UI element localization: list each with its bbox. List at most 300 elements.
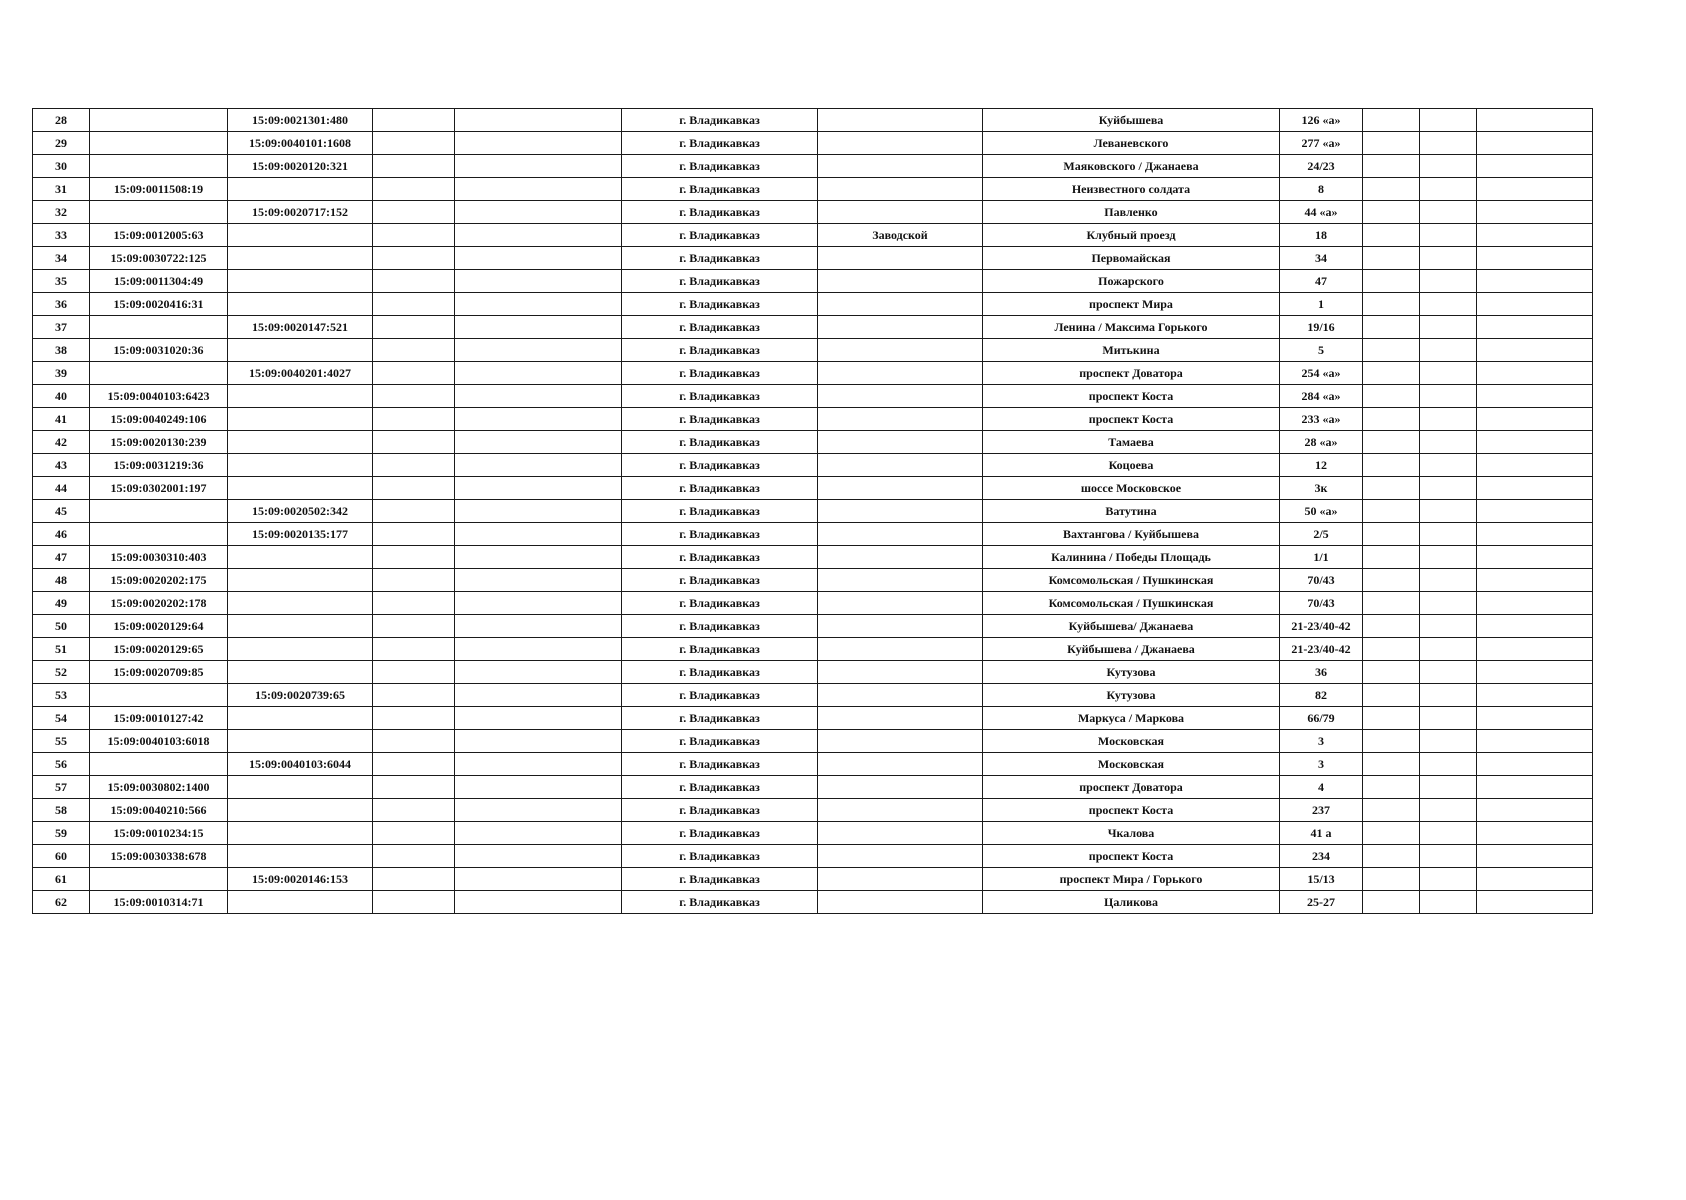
street-cell: Куйбышева/ Джанаева [983,615,1280,638]
row-number-cell: 44 [33,477,90,500]
cadastral-number-cell: 15:09:0030802:1400 [90,776,228,799]
empty-cell [373,707,455,730]
empty-cell [1420,638,1477,661]
empty-cell [1363,868,1420,891]
empty-cell [455,224,622,247]
table-row [33,293,1593,316]
empty-cell [373,661,455,684]
empty-cell [1420,339,1477,362]
empty-cell [1363,730,1420,753]
table-row [33,178,1593,201]
cadastral-number-cell [90,753,228,776]
empty-cell [373,799,455,822]
house-number-cell: 24/23 [1280,155,1363,178]
district-cell: Заводской [818,224,983,247]
street-cell: Ленина / Максима Горького [983,316,1280,339]
cadastral-number-alt-cell [228,891,373,914]
table-row [33,845,1593,868]
cadastral-number-alt-cell: 15:09:0040201:4027 [228,362,373,385]
empty-cell [373,224,455,247]
empty-cell [455,270,622,293]
row-number-cell: 30 [33,155,90,178]
empty-cell [1363,155,1420,178]
cadastral-number-alt-cell [228,845,373,868]
empty-cell [455,431,622,454]
cadastral-number-cell: 15:09:0011508:19 [90,178,228,201]
cadastral-number-cell: 15:09:0302001:197 [90,477,228,500]
city-cell: г. Владикавказ [622,684,818,707]
city-cell: г. Владикавказ [622,385,818,408]
row-number-cell: 59 [33,822,90,845]
cadastral-number-alt-cell [228,385,373,408]
table-row [33,661,1593,684]
cadastral-number-alt-cell: 15:09:0020120:321 [228,155,373,178]
street-cell: Первомайская [983,247,1280,270]
empty-cell [1363,799,1420,822]
row-number-cell: 53 [33,684,90,707]
empty-cell [373,362,455,385]
cadastral-number-alt-cell [228,339,373,362]
cadastral-number-cell: 15:09:0040103:6018 [90,730,228,753]
street-cell: Пожарского [983,270,1280,293]
district-cell [818,132,983,155]
city-cell: г. Владикавказ [622,822,818,845]
empty-cell [455,109,622,132]
city-cell: г. Владикавказ [622,638,818,661]
empty-cell [1477,224,1593,247]
table-row [33,592,1593,615]
table-row [33,385,1593,408]
empty-cell [1477,661,1593,684]
empty-cell [1363,845,1420,868]
cadastral-number-cell [90,500,228,523]
empty-cell [1477,270,1593,293]
empty-cell [455,546,622,569]
street-cell: проспект Коста [983,408,1280,431]
house-number-cell: 3 [1280,753,1363,776]
city-cell: г. Владикавказ [622,339,818,362]
empty-cell [1477,891,1593,914]
cadastral-number-alt-cell: 15:09:0020147:521 [228,316,373,339]
street-cell: Московская [983,730,1280,753]
row-number-cell: 58 [33,799,90,822]
empty-cell [455,155,622,178]
empty-cell [373,293,455,316]
empty-cell [373,592,455,615]
empty-cell [1477,799,1593,822]
empty-cell [1420,477,1477,500]
table-body [33,109,1593,914]
empty-cell [455,201,622,224]
cadastral-number-cell [90,868,228,891]
house-number-cell: 21-23/40-42 [1280,615,1363,638]
empty-cell [1363,707,1420,730]
empty-cell [1420,201,1477,224]
empty-cell [1420,454,1477,477]
street-cell: Ватутина [983,500,1280,523]
empty-cell [1363,178,1420,201]
empty-cell [455,339,622,362]
house-number-cell: 44 «а» [1280,201,1363,224]
empty-cell [455,454,622,477]
empty-cell [373,868,455,891]
city-cell: г. Владикавказ [622,753,818,776]
empty-cell [455,891,622,914]
empty-cell [455,799,622,822]
district-cell [818,454,983,477]
empty-cell [1477,845,1593,868]
empty-cell [455,247,622,270]
empty-cell [1420,592,1477,615]
cadastral-number-cell [90,132,228,155]
district-cell [818,661,983,684]
cadastral-number-alt-cell [228,408,373,431]
empty-cell [373,454,455,477]
city-cell: г. Владикавказ [622,615,818,638]
cadastral-number-cell: 15:09:0030338:678 [90,845,228,868]
city-cell: г. Владикавказ [622,868,818,891]
row-number-cell: 32 [33,201,90,224]
empty-cell [1477,178,1593,201]
row-number-cell: 29 [33,132,90,155]
district-cell [818,385,983,408]
house-number-cell: 28 «а» [1280,431,1363,454]
row-number-cell: 61 [33,868,90,891]
table-row [33,776,1593,799]
cadastral-number-alt-cell: 15:09:0020146:153 [228,868,373,891]
street-cell: Леваневского [983,132,1280,155]
empty-cell [1420,799,1477,822]
house-number-cell: 234 [1280,845,1363,868]
city-cell: г. Владикавказ [622,799,818,822]
empty-cell [1420,684,1477,707]
cadastral-number-cell: 15:09:0020129:65 [90,638,228,661]
table-row [33,799,1593,822]
cadastral-number-cell: 15:09:0012005:63 [90,224,228,247]
cadastral-number-alt-cell [228,431,373,454]
city-cell: г. Владикавказ [622,477,818,500]
table-row [33,707,1593,730]
empty-cell [455,753,622,776]
city-cell: г. Владикавказ [622,109,818,132]
empty-cell [1420,178,1477,201]
empty-cell [1420,224,1477,247]
empty-cell [373,523,455,546]
house-number-cell: 19/16 [1280,316,1363,339]
empty-cell [1363,109,1420,132]
empty-cell [1420,408,1477,431]
row-number-cell: 52 [33,661,90,684]
empty-cell [373,845,455,868]
house-number-cell: 284 «а» [1280,385,1363,408]
empty-cell [455,569,622,592]
empty-cell [373,132,455,155]
district-cell [818,523,983,546]
empty-cell [1420,316,1477,339]
street-cell: проспект Мира [983,293,1280,316]
cadastral-number-alt-cell: 15:09:0020717:152 [228,201,373,224]
empty-cell [1477,546,1593,569]
cadastral-number-cell: 15:09:0030722:125 [90,247,228,270]
district-cell [818,339,983,362]
empty-cell [455,638,622,661]
empty-cell [1363,891,1420,914]
house-number-cell: 126 «а» [1280,109,1363,132]
table-row [33,822,1593,845]
empty-cell [373,822,455,845]
empty-cell [455,592,622,615]
empty-cell [1477,201,1593,224]
empty-cell [373,201,455,224]
cadastral-number-alt-cell [228,247,373,270]
district-cell [818,431,983,454]
district-cell [818,293,983,316]
empty-cell [1420,362,1477,385]
house-number-cell: 254 «а» [1280,362,1363,385]
city-cell: г. Владикавказ [622,661,818,684]
street-cell: Митькина [983,339,1280,362]
street-cell: шоссе Московское [983,477,1280,500]
cadastral-number-alt-cell [228,293,373,316]
empty-cell [455,615,622,638]
row-number-cell: 56 [33,753,90,776]
empty-cell [455,822,622,845]
district-cell [818,408,983,431]
empty-cell [1363,247,1420,270]
table-row [33,546,1593,569]
empty-cell [1363,500,1420,523]
cadastral-number-alt-cell [228,454,373,477]
empty-cell [1363,431,1420,454]
house-number-cell: 8 [1280,178,1363,201]
district-cell [818,109,983,132]
cadastral-number-alt-cell [228,224,373,247]
cadastral-number-cell [90,684,228,707]
empty-cell [455,500,622,523]
city-cell: г. Владикавказ [622,845,818,868]
empty-cell [1363,454,1420,477]
empty-cell [373,247,455,270]
empty-cell [373,431,455,454]
row-number-cell: 41 [33,408,90,431]
table-row [33,431,1593,454]
empty-cell [1420,822,1477,845]
district-cell [818,845,983,868]
table-row [33,753,1593,776]
empty-cell [1477,109,1593,132]
city-cell: г. Владикавказ [622,316,818,339]
empty-cell [455,730,622,753]
empty-cell [455,523,622,546]
empty-cell [1420,730,1477,753]
empty-cell [1363,684,1420,707]
empty-cell [1477,247,1593,270]
empty-cell [1420,385,1477,408]
street-cell: Комсомольская / Пушкинская [983,569,1280,592]
empty-cell [1420,661,1477,684]
empty-cell [1363,822,1420,845]
cadastral-number-cell [90,201,228,224]
cadastral-number-alt-cell [228,615,373,638]
empty-cell [373,776,455,799]
row-number-cell: 48 [33,569,90,592]
empty-cell [1363,615,1420,638]
empty-cell [1477,132,1593,155]
table-row [33,201,1593,224]
table-row [33,500,1593,523]
cadastral-number-alt-cell: 15:09:0020739:65 [228,684,373,707]
cadastral-number-alt-cell [228,477,373,500]
table-row [33,224,1593,247]
table-row [33,408,1593,431]
cadastral-number-cell: 15:09:0040210:566 [90,799,228,822]
empty-cell [373,178,455,201]
house-number-cell: 41 а [1280,822,1363,845]
district-cell [818,316,983,339]
empty-cell [1477,316,1593,339]
house-number-cell: 1/1 [1280,546,1363,569]
city-cell: г. Владикавказ [622,707,818,730]
row-number-cell: 45 [33,500,90,523]
empty-cell [1477,454,1593,477]
empty-cell [1477,707,1593,730]
house-number-cell: 36 [1280,661,1363,684]
row-number-cell: 36 [33,293,90,316]
cadastral-number-alt-cell [228,569,373,592]
empty-cell [1477,408,1593,431]
city-cell: г. Владикавказ [622,546,818,569]
table-row [33,316,1593,339]
row-number-cell: 28 [33,109,90,132]
city-cell: г. Владикавказ [622,454,818,477]
city-cell: г. Владикавказ [622,224,818,247]
empty-cell [455,707,622,730]
empty-cell [373,684,455,707]
empty-cell [1420,615,1477,638]
house-number-cell: 50 «а» [1280,500,1363,523]
cadastral-number-alt-cell [228,638,373,661]
empty-cell [1477,500,1593,523]
empty-cell [373,730,455,753]
city-cell: г. Владикавказ [622,408,818,431]
district-cell [818,753,983,776]
district-cell [818,684,983,707]
district-cell [818,247,983,270]
cadastral-number-alt-cell [228,822,373,845]
table-row [33,155,1593,178]
empty-cell [373,339,455,362]
row-number-cell: 34 [33,247,90,270]
street-cell: проспект Доватора [983,776,1280,799]
cadastral-number-alt-cell: 15:09:0020502:342 [228,500,373,523]
cadastral-number-cell: 15:09:0020202:175 [90,569,228,592]
district-cell [818,477,983,500]
empty-cell [1420,753,1477,776]
empty-cell [1363,546,1420,569]
district-cell [818,592,983,615]
city-cell: г. Владикавказ [622,155,818,178]
cadastral-number-cell [90,523,228,546]
house-number-cell: 233 «а» [1280,408,1363,431]
row-number-cell: 40 [33,385,90,408]
empty-cell [1363,132,1420,155]
street-cell: Коцоева [983,454,1280,477]
district-cell [818,707,983,730]
row-number-cell: 57 [33,776,90,799]
empty-cell [1477,431,1593,454]
district-cell [818,730,983,753]
empty-cell [1477,385,1593,408]
district-cell [818,569,983,592]
empty-cell [1420,569,1477,592]
row-number-cell: 62 [33,891,90,914]
street-cell: Маркуса / Маркова [983,707,1280,730]
empty-cell [373,615,455,638]
table-row [33,615,1593,638]
district-cell [818,638,983,661]
city-cell: г. Владикавказ [622,178,818,201]
empty-cell [1477,155,1593,178]
empty-cell [373,569,455,592]
empty-cell [1363,201,1420,224]
street-cell: Вахтангова / Куйбышева [983,523,1280,546]
empty-cell [1363,385,1420,408]
district-cell [818,178,983,201]
empty-cell [1363,592,1420,615]
table-row [33,638,1593,661]
street-cell: Кутузова [983,661,1280,684]
house-number-cell: 1 [1280,293,1363,316]
cadastral-number-cell: 15:09:0040103:6423 [90,385,228,408]
empty-cell [373,385,455,408]
empty-cell [1420,546,1477,569]
cadastral-number-alt-cell [228,546,373,569]
row-number-cell: 42 [33,431,90,454]
city-cell: г. Владикавказ [622,776,818,799]
table-row [33,477,1593,500]
city-cell: г. Владикавказ [622,569,818,592]
cadastral-number-cell: 15:09:0031219:36 [90,454,228,477]
row-number-cell: 43 [33,454,90,477]
empty-cell [1420,868,1477,891]
house-number-cell: 70/43 [1280,592,1363,615]
empty-cell [455,408,622,431]
street-cell: Неизвестного солдата [983,178,1280,201]
row-number-cell: 46 [33,523,90,546]
empty-cell [1363,362,1420,385]
empty-cell [1420,500,1477,523]
empty-cell [455,132,622,155]
district-cell [818,822,983,845]
table-row [33,339,1593,362]
empty-cell [1477,776,1593,799]
cadastral-number-cell: 15:09:0031020:36 [90,339,228,362]
district-cell [818,362,983,385]
district-cell [818,615,983,638]
district-cell [818,868,983,891]
cadastral-number-alt-cell: 15:09:0020135:177 [228,523,373,546]
row-number-cell: 39 [33,362,90,385]
street-cell: проспект Коста [983,845,1280,868]
empty-cell [1420,523,1477,546]
table-row [33,684,1593,707]
empty-cell [455,362,622,385]
empty-cell [455,868,622,891]
empty-cell [1420,845,1477,868]
cadastral-number-alt-cell [228,661,373,684]
street-cell: проспект Мира / Горького [983,868,1280,891]
table-row [33,247,1593,270]
